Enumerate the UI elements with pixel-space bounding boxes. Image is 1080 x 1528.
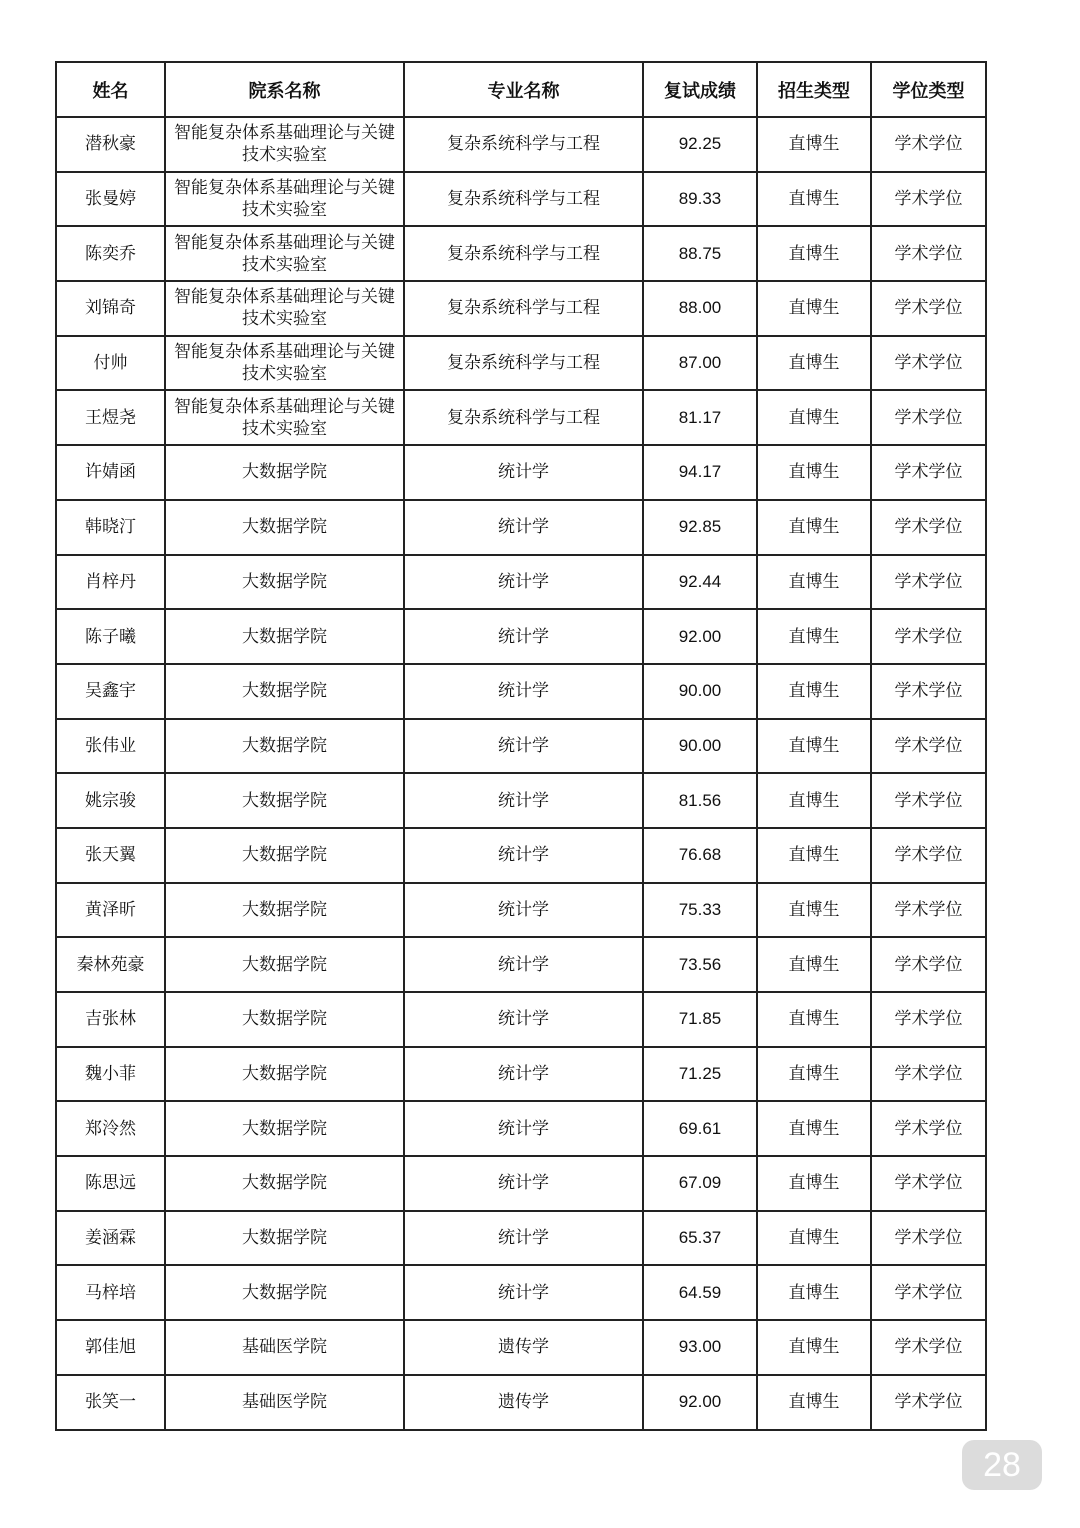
cell-degree-type: 学术学位 xyxy=(871,281,986,336)
cell-degree-type: 学术学位 xyxy=(871,1156,986,1211)
cell-admission-type: 直博生 xyxy=(757,555,871,610)
cell-degree-type: 学术学位 xyxy=(871,773,986,828)
cell-major: 复杂系统科学与工程 xyxy=(404,281,643,336)
table-row xyxy=(56,1320,986,1375)
cell-department: 大数据学院 xyxy=(165,992,404,1047)
cell-name: 陈子曦 xyxy=(56,609,165,664)
cell-degree-type: 学术学位 xyxy=(871,500,986,555)
cell-major: 统计学 xyxy=(404,1047,643,1102)
cell-department: 智能复杂体系基础理论与关键技术实验室 xyxy=(165,117,404,172)
cell-department: 大数据学院 xyxy=(165,664,404,719)
table-row xyxy=(56,555,986,610)
cell-score: 94.17 xyxy=(643,445,757,500)
cell-name: 张笑一 xyxy=(56,1375,165,1430)
table-row xyxy=(56,883,986,938)
cell-score: 81.17 xyxy=(643,390,757,445)
table-row xyxy=(56,1265,986,1320)
cell-admission-type: 直博生 xyxy=(757,445,871,500)
table-row xyxy=(56,1156,986,1211)
cell-department: 大数据学院 xyxy=(165,883,404,938)
cell-name: 张伟业 xyxy=(56,719,165,774)
cell-degree-type: 学术学位 xyxy=(871,117,986,172)
cell-score: 71.85 xyxy=(643,992,757,1047)
cell-major: 统计学 xyxy=(404,1156,643,1211)
cell-name: 姚宗骏 xyxy=(56,773,165,828)
cell-department: 基础医学院 xyxy=(165,1375,404,1430)
cell-name: 陈思远 xyxy=(56,1156,165,1211)
cell-degree-type: 学术学位 xyxy=(871,664,986,719)
cell-name: 吴鑫宇 xyxy=(56,664,165,719)
cell-score: 76.68 xyxy=(643,828,757,883)
cell-admission-type: 直博生 xyxy=(757,992,871,1047)
cell-admission-type: 直博生 xyxy=(757,226,871,281)
cell-degree-type: 学术学位 xyxy=(871,1047,986,1102)
cell-degree-type: 学术学位 xyxy=(871,1320,986,1375)
cell-name: 魏小菲 xyxy=(56,1047,165,1102)
cell-major: 统计学 xyxy=(404,719,643,774)
table-row xyxy=(56,117,986,172)
cell-department: 大数据学院 xyxy=(165,828,404,883)
cell-degree-type: 学术学位 xyxy=(871,445,986,500)
cell-major: 遗传学 xyxy=(404,1375,643,1430)
cell-department: 大数据学院 xyxy=(165,609,404,664)
cell-admission-type: 直博生 xyxy=(757,390,871,445)
cell-department: 大数据学院 xyxy=(165,1211,404,1266)
table-row xyxy=(56,719,986,774)
table-row xyxy=(56,937,986,992)
cell-score: 92.85 xyxy=(643,500,757,555)
header-score: 复试成绩 xyxy=(643,62,757,117)
cell-admission-type: 直博生 xyxy=(757,664,871,719)
cell-name: 王煜尧 xyxy=(56,390,165,445)
cell-department: 大数据学院 xyxy=(165,773,404,828)
cell-admission-type: 直博生 xyxy=(757,773,871,828)
cell-admission-type: 直博生 xyxy=(757,1320,871,1375)
cell-score: 67.09 xyxy=(643,1156,757,1211)
cell-department: 大数据学院 xyxy=(165,937,404,992)
cell-name: 许婧函 xyxy=(56,445,165,500)
cell-name: 郑泠然 xyxy=(56,1101,165,1156)
cell-major: 统计学 xyxy=(404,555,643,610)
cell-name: 张曼婷 xyxy=(56,172,165,227)
cell-major: 复杂系统科学与工程 xyxy=(404,390,643,445)
cell-name: 马梓培 xyxy=(56,1265,165,1320)
cell-department: 智能复杂体系基础理论与关键技术实验室 xyxy=(165,172,404,227)
header-degree-type: 学位类型 xyxy=(871,62,986,117)
table-row xyxy=(56,500,986,555)
cell-degree-type: 学术学位 xyxy=(871,828,986,883)
cell-major: 统计学 xyxy=(404,1101,643,1156)
cell-degree-type: 学术学位 xyxy=(871,719,986,774)
cell-admission-type: 直博生 xyxy=(757,500,871,555)
table-row xyxy=(56,336,986,391)
table-row xyxy=(56,445,986,500)
cell-score: 90.00 xyxy=(643,664,757,719)
cell-name: 陈奕乔 xyxy=(56,226,165,281)
table-row xyxy=(56,773,986,828)
cell-score: 93.00 xyxy=(643,1320,757,1375)
cell-admission-type: 直博生 xyxy=(757,1265,871,1320)
cell-major: 统计学 xyxy=(404,992,643,1047)
cell-degree-type: 学术学位 xyxy=(871,390,986,445)
cell-department: 智能复杂体系基础理论与关键技术实验室 xyxy=(165,390,404,445)
cell-score: 87.00 xyxy=(643,336,757,391)
cell-score: 92.25 xyxy=(643,117,757,172)
cell-score: 71.25 xyxy=(643,1047,757,1102)
cell-department: 大数据学院 xyxy=(165,500,404,555)
table-row xyxy=(56,1101,986,1156)
cell-name: 肖梓丹 xyxy=(56,555,165,610)
cell-score: 65.37 xyxy=(643,1211,757,1266)
cell-degree-type: 学术学位 xyxy=(871,1101,986,1156)
cell-department: 大数据学院 xyxy=(165,1047,404,1102)
cell-admission-type: 直博生 xyxy=(757,1211,871,1266)
table-header-row xyxy=(56,62,986,117)
cell-department: 大数据学院 xyxy=(165,445,404,500)
cell-major: 统计学 xyxy=(404,500,643,555)
cell-admission-type: 直博生 xyxy=(757,1156,871,1211)
cell-degree-type: 学术学位 xyxy=(871,172,986,227)
cell-department: 智能复杂体系基础理论与关键技术实验室 xyxy=(165,226,404,281)
cell-degree-type: 学术学位 xyxy=(871,1265,986,1320)
table-row xyxy=(56,992,986,1047)
cell-admission-type: 直博生 xyxy=(757,883,871,938)
cell-score: 75.33 xyxy=(643,883,757,938)
header-department: 院系名称 xyxy=(165,62,404,117)
cell-department: 大数据学院 xyxy=(165,1101,404,1156)
cell-admission-type: 直博生 xyxy=(757,117,871,172)
cell-name: 刘锦奇 xyxy=(56,281,165,336)
table-body xyxy=(56,117,986,1430)
header-admission-type: 招生类型 xyxy=(757,62,871,117)
cell-department: 智能复杂体系基础理论与关键技术实验室 xyxy=(165,336,404,391)
table-row xyxy=(56,390,986,445)
cell-admission-type: 直博生 xyxy=(757,609,871,664)
cell-score: 88.75 xyxy=(643,226,757,281)
table-row xyxy=(56,1047,986,1102)
cell-name: 吉张林 xyxy=(56,992,165,1047)
cell-department: 智能复杂体系基础理论与关键技术实验室 xyxy=(165,281,404,336)
table-row xyxy=(56,172,986,227)
cell-score: 89.33 xyxy=(643,172,757,227)
cell-name: 付帅 xyxy=(56,336,165,391)
cell-major: 复杂系统科学与工程 xyxy=(404,226,643,281)
cell-admission-type: 直博生 xyxy=(757,1375,871,1430)
cell-major: 复杂系统科学与工程 xyxy=(404,172,643,227)
cell-degree-type: 学术学位 xyxy=(871,1211,986,1266)
cell-score: 90.00 xyxy=(643,719,757,774)
table-row xyxy=(56,1211,986,1266)
cell-degree-type: 学术学位 xyxy=(871,883,986,938)
cell-admission-type: 直博生 xyxy=(757,1047,871,1102)
cell-major: 复杂系统科学与工程 xyxy=(404,117,643,172)
cell-major: 复杂系统科学与工程 xyxy=(404,336,643,391)
cell-admission-type: 直博生 xyxy=(757,719,871,774)
cell-major: 统计学 xyxy=(404,1265,643,1320)
cell-degree-type: 学术学位 xyxy=(871,226,986,281)
cell-department: 大数据学院 xyxy=(165,555,404,610)
cell-degree-type: 学术学位 xyxy=(871,555,986,610)
table-row xyxy=(56,226,986,281)
cell-score: 88.00 xyxy=(643,281,757,336)
cell-score: 92.00 xyxy=(643,609,757,664)
cell-major: 统计学 xyxy=(404,609,643,664)
cell-department: 大数据学院 xyxy=(165,1156,404,1211)
cell-score: 69.61 xyxy=(643,1101,757,1156)
cell-name: 张天翼 xyxy=(56,828,165,883)
cell-score: 64.59 xyxy=(643,1265,757,1320)
cell-name: 郭佳旭 xyxy=(56,1320,165,1375)
cell-score: 92.00 xyxy=(643,1375,757,1430)
page-number-badge: 28 xyxy=(962,1440,1042,1490)
cell-major: 统计学 xyxy=(404,1211,643,1266)
cell-degree-type: 学术学位 xyxy=(871,336,986,391)
cell-major: 统计学 xyxy=(404,883,643,938)
cell-score: 92.44 xyxy=(643,555,757,610)
cell-degree-type: 学术学位 xyxy=(871,609,986,664)
cell-department: 基础医学院 xyxy=(165,1320,404,1375)
cell-admission-type: 直博生 xyxy=(757,1101,871,1156)
cell-admission-type: 直博生 xyxy=(757,281,871,336)
cell-admission-type: 直博生 xyxy=(757,336,871,391)
cell-major: 统计学 xyxy=(404,828,643,883)
admission-table xyxy=(55,61,987,1431)
cell-department: 大数据学院 xyxy=(165,1265,404,1320)
cell-degree-type: 学术学位 xyxy=(871,937,986,992)
table-row xyxy=(56,281,986,336)
header-major: 专业名称 xyxy=(404,62,643,117)
cell-score: 73.56 xyxy=(643,937,757,992)
cell-major: 统计学 xyxy=(404,773,643,828)
cell-admission-type: 直博生 xyxy=(757,828,871,883)
cell-major: 统计学 xyxy=(404,937,643,992)
table-row xyxy=(56,828,986,883)
cell-name: 姜涵霖 xyxy=(56,1211,165,1266)
cell-major: 统计学 xyxy=(404,664,643,719)
cell-name: 黄泽昕 xyxy=(56,883,165,938)
cell-name: 潜秋豪 xyxy=(56,117,165,172)
cell-name: 韩晓汀 xyxy=(56,500,165,555)
cell-admission-type: 直博生 xyxy=(757,172,871,227)
cell-degree-type: 学术学位 xyxy=(871,1375,986,1430)
cell-degree-type: 学术学位 xyxy=(871,992,986,1047)
table-row xyxy=(56,664,986,719)
cell-major: 遗传学 xyxy=(404,1320,643,1375)
cell-name: 秦林苑豪 xyxy=(56,937,165,992)
cell-admission-type: 直博生 xyxy=(757,937,871,992)
cell-score: 81.56 xyxy=(643,773,757,828)
table-row xyxy=(56,1375,986,1430)
cell-major: 统计学 xyxy=(404,445,643,500)
table-row xyxy=(56,609,986,664)
header-name: 姓名 xyxy=(56,62,165,117)
cell-department: 大数据学院 xyxy=(165,719,404,774)
